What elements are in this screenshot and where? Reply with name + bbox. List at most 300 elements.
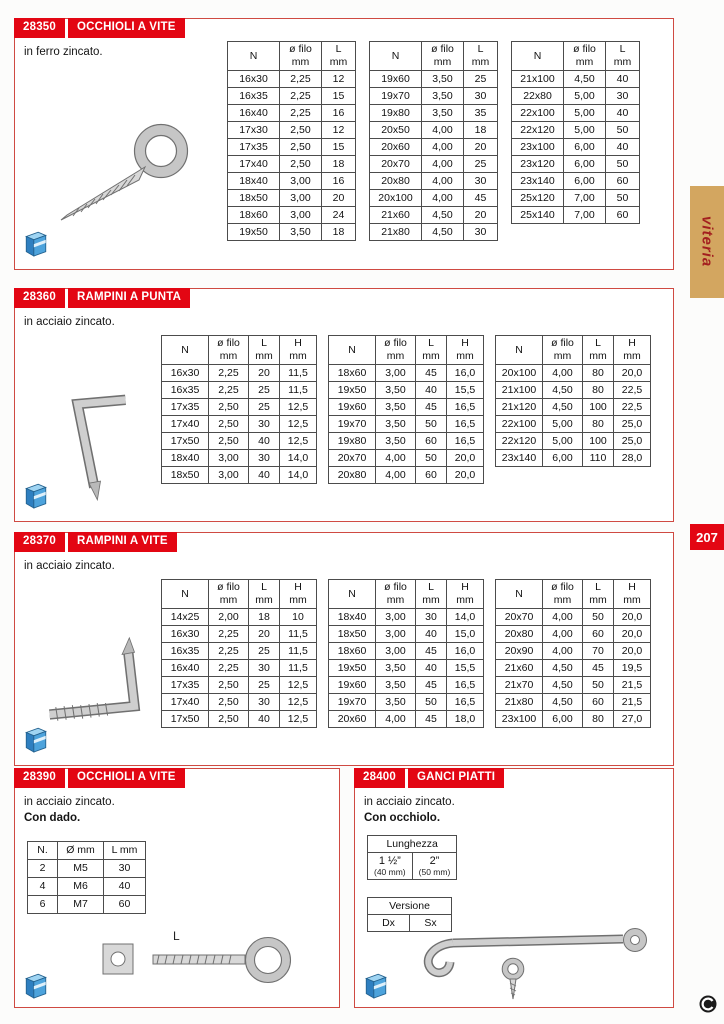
table-row — [512, 105, 640, 122]
table-cell: 10 — [280, 609, 317, 626]
section-code: 28390 — [14, 768, 65, 788]
table-cell: 16x30 — [228, 71, 280, 88]
table-cell: 40 — [249, 433, 280, 450]
column-header: N — [329, 580, 376, 609]
table-cell: 12,5 — [280, 416, 317, 433]
table-cell: 27,0 — [614, 711, 651, 728]
table-row — [228, 88, 356, 105]
table-row — [370, 88, 498, 105]
table-cell: 18 — [464, 122, 498, 139]
section-title: RAMPINI A VITE — [68, 532, 177, 552]
package-icon — [363, 969, 389, 1006]
table-row — [370, 224, 498, 241]
table-row — [228, 156, 356, 173]
table-cell: 18 — [249, 609, 280, 626]
table-cell: 12 — [322, 122, 356, 139]
table-row — [329, 399, 484, 416]
table-cell: 7,00 — [564, 190, 606, 207]
table-cell: 11,5 — [280, 660, 317, 677]
table-cell: 60 — [416, 467, 447, 484]
table-row — [228, 190, 356, 207]
section-description — [24, 558, 115, 574]
section-header — [14, 18, 185, 38]
table-row — [370, 139, 498, 156]
table-cell: 110 — [583, 450, 614, 467]
table-cell: 3,50 — [280, 224, 322, 241]
table-cell: 4,00 — [543, 643, 583, 660]
column-header: L mm — [416, 336, 447, 365]
table-row — [162, 711, 317, 728]
column-header: ø filo mm — [422, 42, 464, 71]
table-row — [496, 416, 651, 433]
table-cell: 21,5 — [614, 694, 651, 711]
table-header-row — [370, 42, 498, 71]
column-header: ø filo mm — [543, 336, 583, 365]
table-cell: 2,50 — [209, 677, 249, 694]
table-cell: 20,0 — [447, 467, 484, 484]
column-header: H mm — [447, 580, 484, 609]
table-cell: 12,5 — [280, 399, 317, 416]
description-line: in acciaio zincato. — [364, 796, 455, 808]
table-cell: 80 — [583, 382, 614, 399]
table-cell: 19x50 — [329, 382, 376, 399]
spec-table — [495, 579, 651, 728]
table-cell: 11,5 — [280, 643, 317, 660]
table-row — [228, 224, 356, 241]
table-cell: 30 — [104, 860, 146, 878]
spec-table — [27, 841, 146, 914]
section-code: 28370 — [14, 532, 65, 552]
table-cell: 2,50 — [209, 694, 249, 711]
table-cell: 50 — [416, 450, 447, 467]
section-code: 28350 — [14, 18, 65, 38]
column-header: N — [370, 42, 422, 71]
spec-table — [328, 579, 484, 728]
column-header: N — [512, 42, 564, 71]
table-row — [496, 382, 651, 399]
table-cell: 22,5 — [614, 382, 651, 399]
table-cell: 40 — [249, 467, 280, 484]
table-cell: 30 — [464, 173, 498, 190]
table-row — [329, 677, 484, 694]
table-cell: 3,50 — [422, 71, 464, 88]
table-cell: 6 — [28, 896, 58, 914]
table-row — [512, 156, 640, 173]
table-cell: 60 — [104, 896, 146, 914]
spec-tables-group — [161, 335, 651, 484]
column-header: ø filo mm — [543, 580, 583, 609]
table-cell: 2,50 — [280, 139, 322, 156]
table-row — [512, 122, 640, 139]
table-cell: M6 — [58, 878, 104, 896]
table-cell: 4,00 — [422, 122, 464, 139]
table-cell: 22x80 — [512, 88, 564, 105]
table-row — [228, 71, 356, 88]
table-cell: 60 — [583, 626, 614, 643]
table-cell: 18,0 — [447, 711, 484, 728]
table-row — [162, 382, 317, 399]
table-cell: 11,5 — [280, 382, 317, 399]
table-cell: 16x35 — [162, 643, 209, 660]
table-row — [162, 365, 317, 382]
table-cell: 17x50 — [162, 711, 209, 728]
table-row — [370, 156, 498, 173]
table-cell: 45 — [416, 711, 447, 728]
version-option-dx: Dx — [368, 915, 410, 932]
length-options-table — [367, 835, 457, 880]
description-line: in ferro zincato. — [24, 46, 103, 58]
table-row — [162, 399, 317, 416]
table-cell: 20x80 — [329, 467, 376, 484]
table-cell: 28,0 — [614, 450, 651, 467]
table-cell: 20x60 — [370, 139, 422, 156]
table-cell: 2 — [28, 860, 58, 878]
table-cell: 14,0 — [280, 467, 317, 484]
table-cell: 19x70 — [370, 88, 422, 105]
section-28350-occhioli-a-vite — [14, 18, 674, 270]
table-cell: 17x35 — [162, 677, 209, 694]
table-cell: 18x50 — [329, 626, 376, 643]
table-cell: 20 — [249, 365, 280, 382]
table-cell: 4,00 — [422, 190, 464, 207]
table-row — [228, 173, 356, 190]
table-cell: M7 — [58, 896, 104, 914]
table-cell: 25 — [464, 71, 498, 88]
table-cell: 20x90 — [496, 643, 543, 660]
table-row — [496, 660, 651, 677]
table-row — [496, 677, 651, 694]
description-line: in acciaio zincato. — [24, 316, 115, 328]
table-cell: 2,25 — [209, 660, 249, 677]
description-line-bold: Con occhiolo. — [364, 812, 441, 825]
table-cell: 16,5 — [447, 399, 484, 416]
table-cell: M5 — [58, 860, 104, 878]
table-cell: 19x80 — [370, 105, 422, 122]
table-cell: 19x70 — [329, 416, 376, 433]
dimension-label: L — [173, 929, 180, 943]
table-cell: 17x40 — [228, 156, 280, 173]
table-row — [370, 122, 498, 139]
table-row — [512, 207, 640, 224]
spec-table — [161, 335, 317, 484]
table-cell: 14,0 — [280, 450, 317, 467]
table-cell: 4,00 — [376, 711, 416, 728]
table-header-row — [496, 336, 651, 365]
table-cell: 4,00 — [543, 626, 583, 643]
table-cell: 22x100 — [512, 105, 564, 122]
table-cell: 5,00 — [543, 416, 583, 433]
table-cell: 3,50 — [376, 433, 416, 450]
column-header: L mm — [416, 580, 447, 609]
column-header: ø filo mm — [280, 42, 322, 71]
table-cell: 3,00 — [376, 643, 416, 660]
table-cell: 45 — [416, 365, 447, 382]
section-description — [364, 794, 455, 826]
table-row — [512, 88, 640, 105]
table-cell: 22x100 — [496, 416, 543, 433]
table-cell: 2,50 — [209, 399, 249, 416]
description-line-bold: Con dado. — [24, 812, 81, 825]
category-side-tab — [690, 186, 724, 298]
table-cell: 20,0 — [614, 365, 651, 382]
table-cell: 12,5 — [280, 677, 317, 694]
table-cell: 21x70 — [496, 677, 543, 694]
table-cell: 12 — [322, 71, 356, 88]
table-cell: 6,00 — [564, 139, 606, 156]
table-cell: 50 — [416, 694, 447, 711]
table-cell: 20 — [322, 190, 356, 207]
table-row — [162, 643, 317, 660]
table-cell: 40 — [606, 105, 640, 122]
table-row — [496, 694, 651, 711]
table-row — [496, 365, 651, 382]
table-cell: 19x70 — [329, 694, 376, 711]
column-header: N — [329, 336, 376, 365]
column-header: ø filo mm — [564, 42, 606, 71]
table-cell: 45 — [583, 660, 614, 677]
table-cell: 17x30 — [228, 122, 280, 139]
column-header: N — [496, 580, 543, 609]
table-cell: 30 — [464, 224, 498, 241]
table-row — [496, 399, 651, 416]
table-cell: 18x40 — [228, 173, 280, 190]
table-row — [228, 122, 356, 139]
table-row — [329, 711, 484, 728]
table-row — [329, 365, 484, 382]
table-cell: 80 — [583, 711, 614, 728]
table-cell: 25 — [249, 643, 280, 660]
table-cell: 20x60 — [329, 711, 376, 728]
length-mm: (40 mm) — [374, 866, 406, 877]
table-row — [162, 677, 317, 694]
table-row — [228, 207, 356, 224]
table-cell: 16,5 — [447, 433, 484, 450]
table-cell: 17x40 — [162, 416, 209, 433]
table-cell: 2,25 — [280, 105, 322, 122]
table-cell: 4,00 — [422, 139, 464, 156]
table-cell: 23x140 — [512, 173, 564, 190]
page-number: 207 — [690, 524, 724, 550]
length-mm: (50 mm) — [418, 866, 451, 877]
column-header: L mm — [583, 336, 614, 365]
table-cell: 40 — [416, 382, 447, 399]
section-28370-rampini-a-vite — [14, 532, 674, 766]
table-cell: 3,50 — [376, 382, 416, 399]
table-cell: 3,50 — [376, 660, 416, 677]
table-cell: 20 — [464, 139, 498, 156]
table-cell: 30 — [606, 88, 640, 105]
table-cell: 50 — [606, 156, 640, 173]
column-header: N — [228, 42, 280, 71]
table-cell: 70 — [583, 643, 614, 660]
column-header: H mm — [447, 336, 484, 365]
table-cell: 2,25 — [209, 643, 249, 660]
table-cell: 4,00 — [543, 609, 583, 626]
table-cell: 30 — [249, 660, 280, 677]
table-cell: 40 — [416, 626, 447, 643]
table-cell: 4,00 — [422, 173, 464, 190]
screw-hook-illustration — [33, 631, 178, 746]
table-cell: 3,50 — [376, 694, 416, 711]
table-cell: 15 — [322, 139, 356, 156]
table-cell: 24 — [322, 207, 356, 224]
table-cell: 11,5 — [280, 626, 317, 643]
table-cell: 15 — [322, 88, 356, 105]
section-title: RAMPINI A PUNTA — [68, 288, 190, 308]
table-cell: 45 — [416, 399, 447, 416]
table-row — [329, 609, 484, 626]
table-header-row — [512, 42, 640, 71]
table-cell: 60 — [606, 207, 640, 224]
table-cell: 40 — [249, 711, 280, 728]
column-header: ø filo mm — [376, 336, 416, 365]
table-cell: 2,50 — [280, 122, 322, 139]
table-row — [329, 416, 484, 433]
table-cell: 14,0 — [447, 609, 484, 626]
section-header — [14, 532, 177, 552]
column-header: H mm — [614, 336, 651, 365]
table-cell: 16,5 — [447, 694, 484, 711]
table-cell: 18x60 — [329, 365, 376, 382]
column-header: N — [162, 580, 209, 609]
column-header: ø filo mm — [209, 580, 249, 609]
table-cell: 18x50 — [162, 467, 209, 484]
table-cell: 20x100 — [496, 365, 543, 382]
table-cell: 16x35 — [228, 88, 280, 105]
table-cell: 30 — [464, 88, 498, 105]
table-cell: 4,50 — [543, 660, 583, 677]
table-cell: 4,50 — [543, 399, 583, 416]
spec-table — [495, 335, 651, 467]
table-cell: 3,00 — [376, 365, 416, 382]
table-cell: 3,50 — [376, 399, 416, 416]
section-header — [14, 768, 185, 788]
table-cell: 5,00 — [564, 88, 606, 105]
table-row — [496, 609, 651, 626]
eye-bolt-with-nut-illustration — [75, 919, 325, 1009]
table-cell: 16x40 — [228, 105, 280, 122]
table-cell: 21x100 — [496, 382, 543, 399]
table-row — [496, 711, 651, 728]
table-row — [228, 105, 356, 122]
table-cell: 4,50 — [543, 677, 583, 694]
table-row — [329, 450, 484, 467]
table-cell: 20,0 — [447, 450, 484, 467]
section-28390-occhioli-a-vite-con-dado — [14, 768, 340, 1008]
table-cell: 50 — [416, 416, 447, 433]
table-cell: 35 — [464, 105, 498, 122]
table-cell: 23x120 — [512, 156, 564, 173]
table-cell: 25 — [464, 156, 498, 173]
table-cell: 20x100 — [370, 190, 422, 207]
column-header: N. — [28, 842, 58, 860]
table-cell: 25 — [249, 382, 280, 399]
table-cell: 2,25 — [209, 382, 249, 399]
table-cell: 100 — [583, 399, 614, 416]
table-cell: 2,50 — [280, 156, 322, 173]
column-header: H mm — [280, 580, 317, 609]
table-cell: 3,50 — [422, 88, 464, 105]
spec-table — [369, 41, 498, 241]
table-row — [228, 139, 356, 156]
table-cell: 20,0 — [614, 609, 651, 626]
table-cell: 4,00 — [543, 365, 583, 382]
table-cell: 16,5 — [447, 677, 484, 694]
table-cell: 22x120 — [512, 122, 564, 139]
table-cell: 17x50 — [162, 433, 209, 450]
table-cell: 12,5 — [280, 694, 317, 711]
table-cell: 25,0 — [614, 416, 651, 433]
table-cell: 20 — [249, 626, 280, 643]
table-cell: 3,00 — [209, 467, 249, 484]
table-cell: 16,0 — [447, 643, 484, 660]
table-cell: 16x30 — [162, 626, 209, 643]
table-cell: 19x60 — [329, 399, 376, 416]
table-row — [512, 139, 640, 156]
table-row — [162, 467, 317, 484]
section-description — [24, 794, 115, 826]
table-cell: 20x70 — [370, 156, 422, 173]
table-cell: 50 — [583, 677, 614, 694]
table-cell: 20x50 — [370, 122, 422, 139]
table-cell: 25,0 — [614, 433, 651, 450]
section-28400-ganci-piatti — [354, 768, 674, 1008]
table-cell: 21x120 — [496, 399, 543, 416]
column-header: H mm — [614, 580, 651, 609]
version-header: Versione — [368, 898, 452, 915]
table-row — [329, 694, 484, 711]
table-cell: 19x50 — [228, 224, 280, 241]
table-cell: 20x70 — [329, 450, 376, 467]
table-row — [162, 433, 317, 450]
table-cell: 19x80 — [329, 433, 376, 450]
table-cell: 4 — [28, 878, 58, 896]
column-header: L mm — [583, 580, 614, 609]
table-cell: 2,50 — [209, 711, 249, 728]
table-row — [512, 190, 640, 207]
table-row — [329, 660, 484, 677]
table-cell: 3,50 — [376, 677, 416, 694]
length-value: 1 ½” — [378, 855, 401, 867]
table-cell: 4,00 — [376, 467, 416, 484]
table-cell: 4,50 — [422, 207, 464, 224]
table-cell: 3,50 — [376, 416, 416, 433]
table-cell: 30 — [249, 694, 280, 711]
table-row — [512, 71, 640, 88]
table-cell: 15,5 — [447, 660, 484, 677]
table-cell: 19x60 — [370, 71, 422, 88]
table-cell: 3,00 — [209, 450, 249, 467]
table-row — [496, 626, 651, 643]
table-row — [329, 467, 484, 484]
table-row — [329, 433, 484, 450]
table-cell: 23x140 — [496, 450, 543, 467]
package-icon — [23, 479, 49, 516]
table-cell: 20x80 — [370, 173, 422, 190]
section-28360-rampini-a-punta — [14, 288, 674, 522]
package-icon — [23, 227, 49, 264]
column-header: L mm — [606, 42, 640, 71]
table-cell: 21,5 — [614, 677, 651, 694]
table-cell: 80 — [583, 416, 614, 433]
table-header-row — [228, 42, 356, 71]
table-row — [370, 173, 498, 190]
table-cell: 25x140 — [512, 207, 564, 224]
table-row — [512, 173, 640, 190]
table-cell: 25 — [249, 399, 280, 416]
table-cell: 5,00 — [543, 433, 583, 450]
table-cell: 100 — [583, 433, 614, 450]
